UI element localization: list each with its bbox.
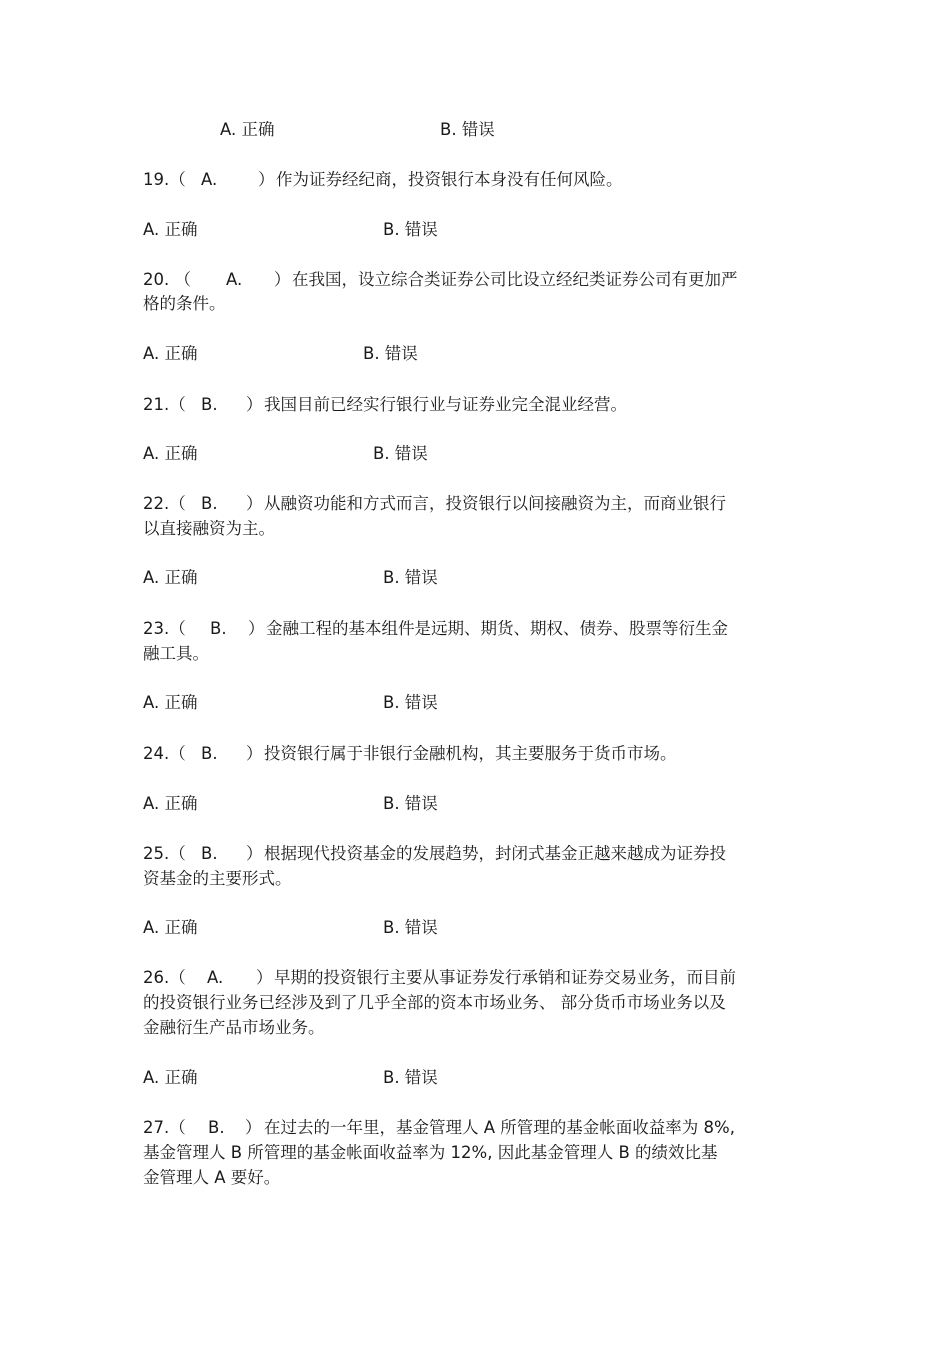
close-paren: ） bbox=[258, 170, 275, 189]
question-text-continued: 格的条件。 bbox=[143, 294, 226, 313]
answer-mark: B. bbox=[208, 1118, 225, 1137]
question-text: 金融工程的基本组件是远期、期货、期权、债券、股票等衍生金 bbox=[266, 619, 728, 638]
answer-mark: A. bbox=[226, 270, 243, 289]
option-b-wrong: B. 错误 bbox=[440, 120, 495, 139]
answer-mark: B. bbox=[210, 619, 227, 638]
option-a-correct: A. 正确 bbox=[143, 794, 198, 813]
question-number: 26.（ bbox=[143, 968, 186, 987]
answer-mark: B. bbox=[201, 844, 218, 863]
question-number: 19.（ bbox=[143, 170, 186, 189]
question-text-continued: 的投资银行业务已经涉及到了几乎全部的资本市场业务、 部分货币市场业务以及 bbox=[143, 993, 726, 1012]
option-a-correct: A. 正确 bbox=[143, 1068, 198, 1087]
close-paren: ） bbox=[246, 844, 263, 863]
option-a-correct: A. 正确 bbox=[143, 220, 198, 239]
option-a-correct: A. 正确 bbox=[143, 568, 198, 587]
option-b-wrong: B. 错误 bbox=[383, 220, 438, 239]
answer-mark: B. bbox=[201, 395, 218, 414]
option-b-wrong: B. 错误 bbox=[383, 693, 438, 712]
question-text: 早期的投资银行主要从事证券发行承销和证券交易业务，而目前 bbox=[274, 968, 736, 987]
question-number: 22.（ bbox=[143, 494, 186, 513]
question-text: 在我国，设立综合类证券公司比设立经纪类证券公司有更加严 bbox=[292, 270, 738, 289]
question-text-continued: 融工具。 bbox=[143, 644, 209, 663]
question-text: 在过去的一年里，基金管理人 A 所管理的基金帐面收益率为 8%, bbox=[264, 1118, 735, 1137]
question-number: 20. （ bbox=[143, 270, 191, 289]
option-a-correct: A. 正确 bbox=[220, 120, 275, 139]
close-paren: ） bbox=[245, 1118, 262, 1137]
option-b-wrong: B. 错误 bbox=[383, 568, 438, 587]
question-text-continued: 资基金的主要形式。 bbox=[143, 869, 292, 888]
answer-mark: A. bbox=[207, 968, 224, 987]
option-b-wrong: B. 错误 bbox=[383, 794, 438, 813]
question-text-continued: 金管理人 A 要好。 bbox=[143, 1168, 281, 1187]
question-number: 25.（ bbox=[143, 844, 186, 863]
option-a-correct: A. 正确 bbox=[143, 918, 198, 937]
question-text-continued: 金融衍生产品市场业务。 bbox=[143, 1018, 325, 1037]
answer-mark: B. bbox=[201, 494, 218, 513]
option-b-wrong: B. 错误 bbox=[373, 444, 428, 463]
question-text-continued: 以直接融资为主。 bbox=[143, 519, 275, 538]
question-number: 27.（ bbox=[143, 1118, 186, 1137]
question-text: 我国目前已经实行银行业与证券业完全混业经营。 bbox=[264, 395, 627, 414]
option-a-correct: A. 正确 bbox=[143, 344, 198, 363]
close-paren: ） bbox=[246, 744, 263, 763]
close-paren: ） bbox=[246, 494, 263, 513]
question-text: 投资银行属于非银行金融机构，其主要服务于货币市场。 bbox=[264, 744, 677, 763]
close-paren: ） bbox=[246, 395, 263, 414]
option-b-wrong: B. 错误 bbox=[363, 344, 418, 363]
question-text: 作为证券经纪商，投资银行本身没有任何风险。 bbox=[276, 170, 623, 189]
question-text: 根据现代投资基金的发展趋势，封闭式基金正越来越成为证券投 bbox=[264, 844, 726, 863]
question-text-continued: 基金管理人 B 所管理的基金帐面收益率为 12%, 因此基金管理人 B 的绩效比基 bbox=[143, 1143, 718, 1162]
answer-mark: B. bbox=[201, 744, 218, 763]
option-a-correct: A. 正确 bbox=[143, 444, 198, 463]
answer-mark: A. bbox=[201, 170, 218, 189]
option-b-wrong: B. 错误 bbox=[383, 1068, 438, 1087]
question-number: 21.（ bbox=[143, 395, 186, 414]
close-paren: ） bbox=[256, 968, 273, 987]
question-text: 从融资功能和方式而言，投资银行以间接融资为主，而商业银行 bbox=[264, 494, 726, 513]
close-paren: ） bbox=[274, 270, 291, 289]
question-number: 23.（ bbox=[143, 619, 186, 638]
option-a-correct: A. 正确 bbox=[143, 693, 198, 712]
option-b-wrong: B. 错误 bbox=[383, 918, 438, 937]
close-paren: ） bbox=[248, 619, 265, 638]
question-number: 24.（ bbox=[143, 744, 186, 763]
